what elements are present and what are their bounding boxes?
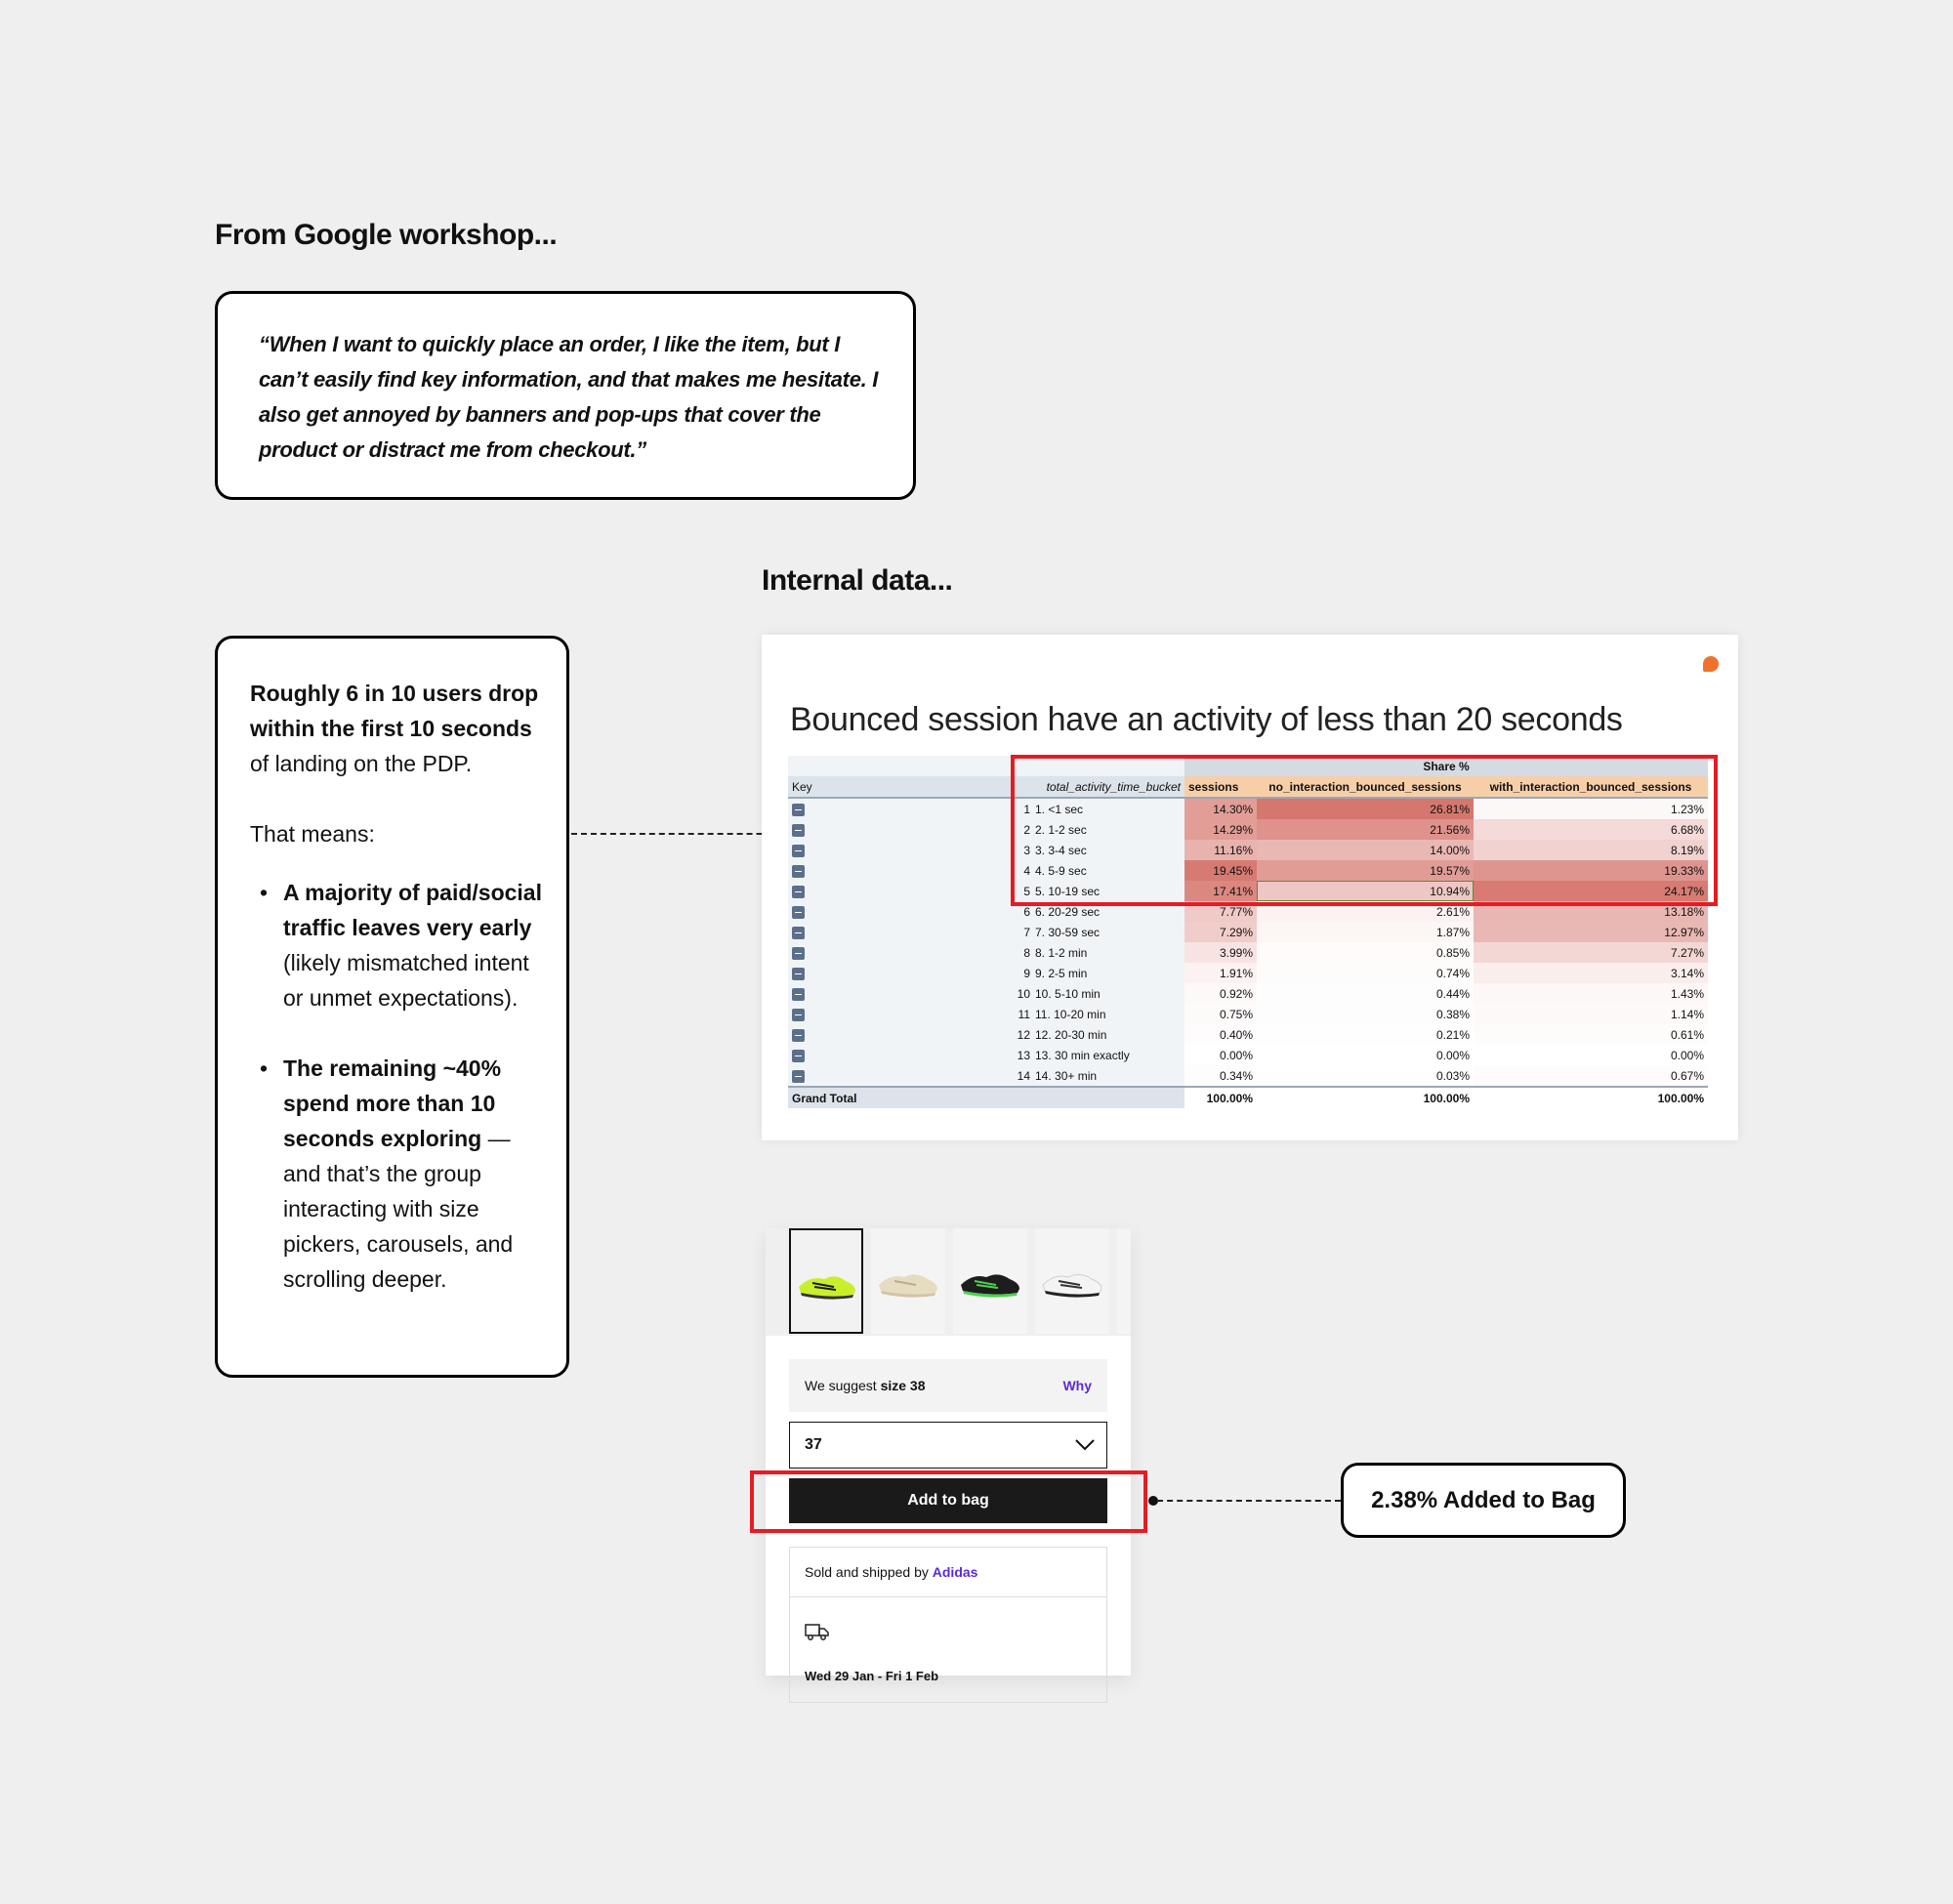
row-toggle-cell [788, 942, 1011, 963]
bullet-1-rest: (likely mismatched intent or unmet expectations). [283, 950, 529, 1011]
bucket-label: 3. 3-4 sec [1035, 843, 1087, 857]
table-highlight-box [1011, 755, 1718, 906]
collapse-minus-icon[interactable] [792, 988, 805, 1001]
share-header: Share % [1184, 756, 1708, 776]
collapse-minus-icon[interactable] [792, 845, 805, 857]
chevron-down-icon [1075, 1438, 1095, 1452]
row-toggle-cell [788, 1045, 1011, 1065]
no-interaction-cell: 2.61% [1257, 901, 1474, 922]
sessions-cell: 0.92% [1184, 983, 1257, 1004]
bucket-cell [1011, 1004, 1184, 1024]
thumbnail-shoe-4[interactable] [1035, 1228, 1109, 1334]
bucket-label: 14. 30+ min [1035, 1068, 1098, 1083]
with-interaction-cell: 7.27% [1474, 942, 1708, 963]
insight-intro-rest: of landing on the PDP. [250, 751, 473, 776]
table-row [788, 922, 1708, 942]
grand-total-label: Grand Total [788, 1087, 1011, 1108]
bucket-cell [1011, 963, 1184, 983]
bucket-label: 9. 2-5 min [1035, 966, 1088, 980]
collapse-minus-icon[interactable] [792, 886, 805, 898]
thumbnail-shoe-1[interactable] [789, 1228, 863, 1334]
collapse-minus-icon[interactable] [792, 865, 805, 878]
with-interaction-cell: 0.61% [1474, 1024, 1708, 1045]
sessions-cell: 17.41% [1184, 881, 1257, 901]
row-index: 2 [1023, 822, 1030, 837]
bucket-header: total_activity_time_bucket [1011, 776, 1184, 798]
shoe-black-green-icon [953, 1228, 1027, 1334]
delivery-truck-icon [805, 1622, 830, 1641]
row-index: 6 [1023, 904, 1030, 919]
row-index: 11 [1018, 1007, 1030, 1021]
suggested-size: size 38 [880, 1378, 926, 1393]
no-interaction-cell: 0.21% [1257, 1024, 1474, 1045]
insight-card [215, 636, 569, 1378]
collapse-minus-icon[interactable] [792, 947, 805, 960]
bucket-cell [1011, 1024, 1184, 1045]
bucket-cell [1011, 983, 1184, 1004]
with-interaction-cell: 24.17% [1474, 881, 1708, 901]
grand-total-with-interaction: 100.00% [1657, 1091, 1704, 1105]
row-index: 13 [1017, 1048, 1030, 1062]
row-index: 3 [1023, 843, 1030, 857]
collapse-minus-icon[interactable] [792, 1070, 805, 1083]
add-to-bag-button[interactable]: Add to bag [789, 1478, 1107, 1523]
size-select[interactable] [789, 1422, 1107, 1469]
table-row [788, 942, 1708, 963]
sessions-cell: 14.29% [1184, 819, 1257, 840]
sessions-cell: 7.29% [1184, 922, 1257, 942]
bullet-2-rest: — and that’s the group interacting with size pickers, carousels, and scrolling deeper. [283, 1126, 514, 1292]
row-toggle-cell [788, 860, 1011, 881]
table-row [788, 983, 1708, 1004]
bucket-label: 7. 30-59 sec [1035, 925, 1101, 939]
table-row [788, 1065, 1708, 1087]
why-link[interactable]: Why [1062, 1378, 1092, 1393]
with-interaction-cell: 1.23% [1474, 798, 1708, 819]
row-index: 5 [1023, 884, 1030, 898]
row-toggle-cell [788, 1004, 1011, 1024]
sold-by-text: Sold and shipped by Adidas [805, 1564, 978, 1580]
row-toggle-cell [788, 922, 1011, 942]
row-index: 12 [1017, 1027, 1030, 1042]
shoe-white-icon [1035, 1228, 1109, 1334]
no-interaction-cell: 10.94% [1257, 881, 1474, 901]
table-row [788, 1024, 1708, 1045]
with-interaction-cell: 1.43% [1474, 983, 1708, 1004]
no-interaction-cell: 21.56% [1257, 819, 1474, 840]
sessions-cell: 19.45% [1184, 860, 1257, 881]
col-no-interaction-header: no_interaction_bounced_sessions [1257, 776, 1474, 798]
workshop-quote: “When I want to quickly place an order, I like the item, but I can’t easily find key information, and that makes me hesitate. I also get annoyed by banners and pop-ups that cover the product or distract me from checkout.” [259, 332, 879, 462]
collapse-minus-icon[interactable] [792, 804, 805, 816]
size-select-value: 37 [805, 1436, 822, 1453]
sessions-cell: 0.34% [1184, 1065, 1257, 1087]
slide-title: Bounced session have an activity of less than 20 seconds [790, 701, 1623, 738]
thumbnail-shoe-5-partial[interactable] [1117, 1228, 1131, 1334]
no-interaction-cell: 0.03% [1257, 1065, 1474, 1087]
with-interaction-cell: 12.97% [1474, 922, 1708, 942]
bucket-cell [1011, 942, 1184, 963]
collapse-minus-icon[interactable] [792, 927, 805, 939]
no-interaction-cell: 0.44% [1257, 983, 1474, 1004]
col-with-interaction-header: with_interaction_bounced_sessions [1474, 776, 1708, 798]
sessions-cell: 3.99% [1184, 942, 1257, 963]
bucket-label: 2. 1-2 sec [1035, 822, 1087, 837]
sessions-cell: 7.77% [1184, 901, 1257, 922]
grand-total-no-interaction: 100.00% [1423, 1091, 1470, 1105]
insight-means: That means: [250, 821, 375, 847]
row-index: 1 [1023, 802, 1030, 816]
quote-card [215, 291, 916, 500]
bucket-cell [1011, 922, 1184, 942]
with-interaction-cell: 1.14% [1474, 1004, 1708, 1024]
internal-heading: Internal data... [762, 564, 953, 597]
bucket-label: 10. 5-10 min [1035, 986, 1101, 1001]
table-row [788, 1004, 1708, 1024]
sessions-cell: 1.91% [1184, 963, 1257, 983]
no-interaction-cell: 26.81% [1257, 798, 1474, 819]
no-interaction-cell: 0.00% [1257, 1045, 1474, 1065]
shoe-lime-icon [791, 1230, 861, 1332]
grand-total-sessions: 100.00% [1206, 1091, 1253, 1105]
insight-intro-bold: Roughly 6 in 10 users drop within the first 10 seconds [250, 681, 539, 741]
brand-logo-icon [1703, 656, 1719, 672]
sessions-cell: 14.30% [1184, 798, 1257, 819]
row-toggle-cell [788, 881, 1011, 901]
row-toggle-cell [788, 798, 1011, 819]
with-interaction-cell: 0.67% [1474, 1065, 1708, 1087]
no-interaction-cell: 0.38% [1257, 1004, 1474, 1024]
connector-line-bag [1157, 1500, 1341, 1502]
delivery-dates: Wed 29 Jan - Fri 1 Feb [805, 1669, 939, 1683]
insight-bullet-1 [250, 875, 543, 1015]
collapse-minus-icon[interactable] [792, 824, 805, 837]
bucket-label: 5. 10-19 sec [1035, 884, 1101, 898]
added-to-bag-callout [1341, 1463, 1626, 1538]
sessions-cell: 0.00% [1184, 1045, 1257, 1065]
row-index: 7 [1023, 925, 1030, 939]
table-row [788, 963, 1708, 983]
collapse-minus-icon[interactable] [792, 1029, 805, 1042]
add-to-bag-highlight-box [750, 1470, 1147, 1533]
with-interaction-cell: 13.18% [1474, 901, 1708, 922]
bucket-label: 13. 30 min exactly [1035, 1048, 1130, 1062]
sessions-cell: 11.16% [1184, 840, 1257, 860]
no-interaction-cell: 1.87% [1257, 922, 1474, 942]
sessions-cell: 0.75% [1184, 1004, 1257, 1024]
row-toggle-cell [788, 819, 1011, 840]
no-interaction-cell: 19.57% [1257, 860, 1474, 881]
row-index: 8 [1023, 945, 1030, 960]
with-interaction-cell: 8.19% [1474, 840, 1708, 860]
seller-link[interactable]: Adidas [932, 1564, 978, 1580]
size-suggestion-text: We suggest size 38 [805, 1378, 926, 1393]
shoe-cream-icon [871, 1228, 945, 1334]
thumbnail-shoe-3[interactable] [953, 1228, 1027, 1334]
sessions-cell: 0.40% [1184, 1024, 1257, 1045]
insight-intro [250, 676, 543, 781]
no-interaction-cell: 14.00% [1257, 840, 1474, 860]
bucket-cell [1011, 1065, 1184, 1087]
row-index: 4 [1023, 863, 1030, 878]
bucket-label: 4. 5-9 sec [1035, 863, 1087, 878]
row-index: 14 [1017, 1068, 1030, 1083]
seller-box [789, 1547, 1107, 1703]
workshop-heading: From Google workshop... [215, 219, 558, 251]
row-toggle-cell [788, 901, 1011, 922]
with-interaction-cell: 0.00% [1474, 1045, 1708, 1065]
thumbnail-strip [766, 1228, 1131, 1336]
bucket-label: 8. 1-2 min [1035, 945, 1088, 960]
bucket-label: 11. 10-20 min [1035, 1007, 1106, 1021]
thumbnail-shoe-2[interactable] [871, 1228, 945, 1334]
key-header: Key [788, 776, 1011, 798]
bullet-1-bold: A majority of paid/social traffic leaves very early [283, 880, 542, 940]
row-toggle-cell [788, 983, 1011, 1004]
collapse-minus-icon[interactable] [792, 906, 805, 919]
table-row [788, 1045, 1708, 1065]
row-toggle-cell [788, 1065, 1011, 1087]
bullet-2-bold: The remaining ~40% spend more than 10 seconds exploring [283, 1055, 502, 1151]
bucket-cell [1011, 1045, 1184, 1065]
insight-bullet-2 [250, 1051, 543, 1297]
added-to-bag-text: 2.38% Added to Bag [1371, 1487, 1596, 1513]
with-interaction-cell: 6.68% [1474, 819, 1708, 840]
no-interaction-cell: 0.74% [1257, 963, 1474, 983]
collapse-minus-icon[interactable] [792, 968, 805, 980]
collapse-minus-icon[interactable] [792, 1009, 805, 1021]
row-toggle-cell [788, 1024, 1011, 1045]
bucket-label: 6. 20-29 sec [1035, 904, 1101, 919]
with-interaction-cell: 3.14% [1474, 963, 1708, 983]
with-interaction-cell: 19.33% [1474, 860, 1708, 881]
row-toggle-cell [788, 840, 1011, 860]
collapse-minus-icon[interactable] [792, 1050, 805, 1062]
row-index: 10 [1017, 986, 1030, 1001]
no-interaction-cell: 0.85% [1257, 942, 1474, 963]
row-index: 9 [1023, 966, 1030, 980]
product-panel [766, 1228, 1131, 1683]
row-toggle-cell [788, 963, 1011, 983]
bucket-label: 12. 20-30 min [1035, 1027, 1107, 1042]
bucket-label: 1. <1 sec [1035, 802, 1084, 816]
size-suggestion-box [789, 1359, 1107, 1412]
col-sessions-header: sessions [1184, 776, 1257, 798]
